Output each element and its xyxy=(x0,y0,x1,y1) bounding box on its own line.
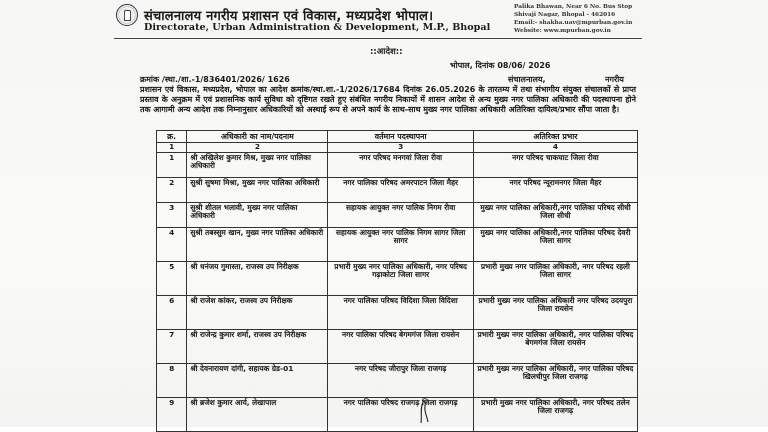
column-number-row xyxy=(157,142,638,152)
table-row xyxy=(157,227,638,261)
row-sr: 4 xyxy=(157,227,187,261)
row-sr: 8 xyxy=(157,363,187,397)
row-charge: नगर परिषद चाकघाट जिला रीवा xyxy=(473,152,637,177)
header-sr: क्र. xyxy=(157,131,187,143)
row-sr: 1 xyxy=(157,152,187,177)
col-number: 3 xyxy=(328,142,473,152)
table-row xyxy=(157,202,638,227)
header-divider xyxy=(114,38,642,39)
row-name: श्री राजेश कांकर, राजस्व उप निरीक्षक xyxy=(187,295,328,329)
row-posting: नगर परिषद जीरापुर जिला राजगढ़ xyxy=(328,363,473,397)
row-charge: मुख्य नगर पालिका अधिकारी,नगर पालिका परिषद देवरी जिला सागर xyxy=(473,227,637,261)
table-row xyxy=(157,397,638,431)
row-posting: नगर पालिका परिषद विदिशा जिला विदिशा xyxy=(328,295,473,329)
col-number: 1 xyxy=(157,142,187,152)
contact-address-line2: Shivaji Nagar, Bhopal - 462016 xyxy=(514,12,616,18)
row-name: श्री अखिलेश कुमार मिश्र, मुख्य नगर पालिका अधिकारी xyxy=(187,152,328,177)
row-sr: 9 xyxy=(157,397,187,431)
table-row xyxy=(157,152,638,177)
table-row xyxy=(157,329,638,363)
row-sr: 5 xyxy=(157,261,187,295)
place-date: भोपाल, दिनांक 08/06/ 2026 xyxy=(450,61,551,70)
row-sr: 2 xyxy=(157,177,187,202)
contact-address-line1: Palika Bhawan, Near 6 No. Bus Stop xyxy=(514,4,633,10)
contact-block xyxy=(514,3,632,35)
table-row xyxy=(157,261,638,295)
row-charge: प्रभारी मुख्य नगर पालिका अधिकारी, नगर पालिका परिषद खिलचीपुर जिला राजगढ़ xyxy=(473,363,637,397)
table-row xyxy=(157,363,638,397)
row-posting: सहायक आयुक्त नगर पालिक निगम सागर जिला सागर xyxy=(328,227,473,261)
org-name-english: Directorate, Urban Administration & Development, M.P., Bhopal xyxy=(144,22,491,33)
table-row xyxy=(157,177,638,202)
row-sr: 7 xyxy=(157,329,187,363)
org-name-hindi: संचालनालय नगरीय प्रशासन एवं विकास, मध्यप्रदेश भोपाल। xyxy=(144,9,434,24)
row-name: सुश्री सुषमा मिश्रा, मुख्य नगर पालिका अधिकारी xyxy=(187,177,328,202)
row-charge: प्रभारी मुख्य नगर पालिका अधिकारी नगर परिषद उदयपुरा जिला रायसेन xyxy=(473,295,637,329)
table-row xyxy=(157,295,638,329)
row-posting: नगर पालिका परिषद राजगढ़ जिला राजगढ़ xyxy=(328,397,473,431)
reference-number: क्रमांक /स्था./शा.-1/836401/2026/ 1626 xyxy=(140,75,290,84)
table-header-row xyxy=(157,131,638,143)
row-charge: मुख्य नगर पालिका अधिकारी,नगर पालिका परिषद सीधी जिला सीधी xyxy=(473,202,637,227)
row-charge: प्रभारी मुख्य नगर पालिका अधिकारी, नगर परिषद तलेन जिला राजगढ़ xyxy=(473,397,637,431)
header-posting: वर्तमान पदस्थापना xyxy=(328,131,473,143)
signature-mark xyxy=(418,398,430,424)
nagariya-word: नगरीय xyxy=(605,75,624,84)
header-name: अधिकारी का नाम/पदनाम xyxy=(187,131,328,143)
contact-email: Email:- shakha.uav@mpurban.gov.in xyxy=(514,20,633,26)
row-sr: 3 xyxy=(157,202,187,227)
row-posting: नगर पालिका परिषद अमरपाटन जिला मैहर xyxy=(328,177,473,202)
row-posting: सहायक आयुक्त नगर पालिक निगम रीवा xyxy=(328,202,473,227)
officer-charge-table xyxy=(156,130,638,432)
row-posting: नगर पालिका परिषद बेगमगंज जिला रायसेन xyxy=(328,329,473,363)
row-charge: प्रभारी मुख्य नगर पालिका अधिकारी, नगर पालिका परिषद बेगमगंज जिला रायसेन xyxy=(473,329,637,363)
contact-website: Website: www.mpurban.gov.in xyxy=(514,28,611,34)
row-charge: प्रभारी मुख्य नगर पालिका अधिकारी, नगर परिषद रहली जिला सागर xyxy=(473,261,637,295)
row-posting: प्रभारी मुख्य नगर पालिका अधिकारी, नगर परिषद गढ़ाकोटा जिला सागर xyxy=(328,261,473,295)
row-charge: नगर परिषद न्यूरामनगर जिला मैहर xyxy=(473,177,637,202)
row-name: श्री धनंजय गुमास्ता, राजस्व उप निरीक्षक xyxy=(187,261,328,295)
row-name: श्री देवनारायण दांगी, सहायक ग्रेड-01 xyxy=(187,363,328,397)
col-number: 2 xyxy=(187,142,328,152)
row-name: श्री ब्रजेश कुमार आर्य, लेखापाल xyxy=(187,397,328,431)
row-name: सुश्री तबस्सुम खान, मुख्य नगर पालिका अधिकारी xyxy=(187,227,328,261)
row-name: श्री राजेन्द्र कुमार शर्मा, राजस्व उप निरीक्षक xyxy=(187,329,328,363)
order-title: ::आदेश:: xyxy=(370,47,403,57)
col-number: 4 xyxy=(473,142,637,152)
row-posting: नगर परिषद मनगवां जिला रीवा xyxy=(328,152,473,177)
header-charge: अतिरिक्त प्रभार xyxy=(473,131,637,143)
row-sr: 6 xyxy=(157,295,187,329)
government-seal-icon xyxy=(116,4,138,26)
row-name: सुश्री शीतल भलावी, मुख्य नगर पालिका अधिकारी xyxy=(187,202,328,227)
order-paragraph: प्रशासन एवं विकास, मध्यप्रदेश, भोपाल का आदेश क्रमांक/स्था.शा.-1/2026/17684 दिनांक 26.05.2026 के तारतम्य में तथा संभागीय संयुक्त संचालकों से प्राप्त प्रस्ताव के अनुक्रम में एवं प्रशासनिक कार्य सुविधा को दृष्टिगत रखते हुए संबंधित नगरीय निकायों में शासन आदेश से अन्य मुख्य नगर पालिका अधिकारी की पदस्थापना होने तक आगामी अन्य आदेश तक निम्नानुसार अधिकारियों को अस्थाई रूप से अपने कार्य के साथ-साथ मुख्य नगर पालिका अधिकारी अतिरिक्त दायित्व/प्रभार सौंपा जाता है। xyxy=(140,85,636,114)
reference-line xyxy=(140,74,624,85)
office-label: संचालनालय, xyxy=(508,75,546,84)
